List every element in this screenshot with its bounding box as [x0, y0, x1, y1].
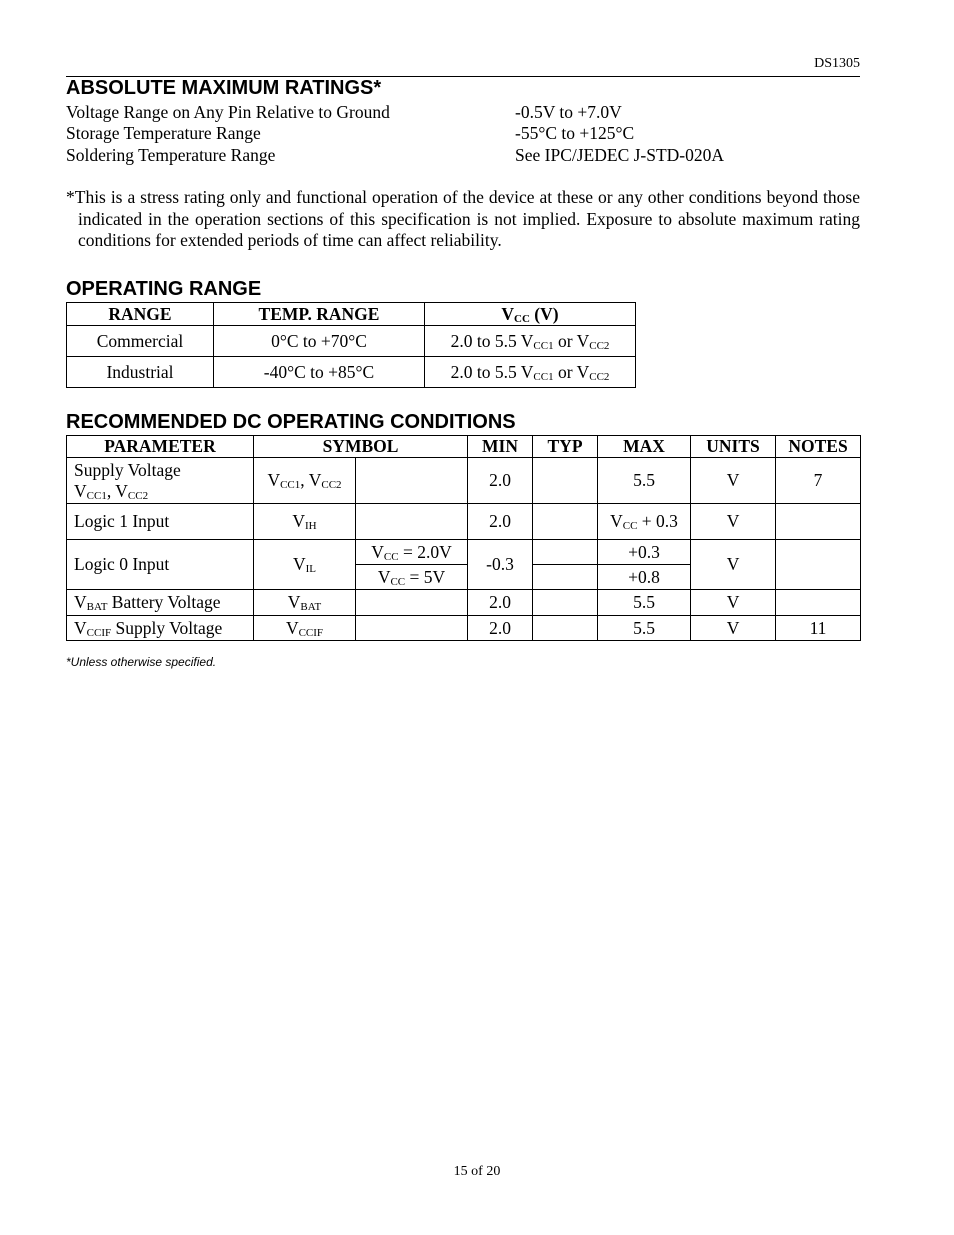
table-row — [67, 504, 861, 540]
table-row — [67, 616, 861, 641]
table-row — [67, 458, 861, 504]
header-notes: NOTES — [776, 436, 861, 458]
rating-parameter: Storage Temperature Range — [66, 123, 261, 143]
cell-typ — [533, 540, 598, 565]
table-row — [67, 590, 861, 616]
table-header-row — [67, 436, 861, 458]
cell-min: -0.3 — [468, 540, 533, 590]
header-symbol: SYMBOL — [254, 436, 468, 458]
cell-parameter: $V_{CCIF}$ Supply Voltage — [67, 616, 254, 641]
header-vcc: $V_{CC}$ (V) — [425, 303, 636, 326]
header-min: MIN — [468, 436, 533, 458]
cell-units: V — [691, 590, 776, 616]
cell-parameter: Supply Voltage $V_{CC1}$, $V_{CC2}$ — [67, 458, 254, 504]
cell-units: V — [691, 540, 776, 590]
header-units: UNITS — [691, 436, 776, 458]
cell-parameter: Logic 1 Input — [67, 504, 254, 540]
table-row — [67, 326, 636, 357]
cell-min: 2.0 — [468, 458, 533, 504]
header-max: MAX — [598, 436, 691, 458]
cell-symbol: $V_{IH}$ — [254, 504, 356, 540]
rating-parameter: Voltage Range on Any Pin Relative to Ground — [66, 102, 390, 122]
cell-symbol: $V_{IL}$ — [254, 540, 356, 590]
cell-units: V — [691, 616, 776, 641]
cell-symbol: $V_{CC1}$, $V_{CC2}$ — [254, 458, 356, 504]
cell-min: 2.0 — [468, 590, 533, 616]
cell-parameter: $V_{BAT}$ Battery Voltage — [67, 590, 254, 616]
cell-max: 5.5 — [598, 458, 691, 504]
footnote: *Unless otherwise specified. — [66, 655, 217, 669]
cell-range: Industrial — [67, 357, 214, 388]
table-row — [67, 357, 636, 388]
cell-temp: 0°C to +70°C — [214, 326, 425, 357]
header-parameter: PARAMETER — [67, 436, 254, 458]
cell-notes — [776, 540, 861, 590]
cell-condition: $V_{CC} = 2.0V$ — [356, 540, 468, 565]
cell-temp: -40°C to +85°C — [214, 357, 425, 388]
cell-range: Commercial — [67, 326, 214, 357]
rating-value: -55°C to +125°C — [515, 123, 635, 143]
cell-typ — [533, 590, 598, 616]
cell-max: 5.5 — [598, 616, 691, 641]
rating-row — [66, 144, 860, 166]
page-number: 15 of 20 — [453, 1164, 501, 1179]
table-row — [67, 540, 861, 565]
cell-max: +0.3 — [598, 540, 691, 565]
cell-units: V — [691, 504, 776, 540]
cell-notes: 7 — [776, 458, 861, 504]
cell-symbol: $V_{CCIF}$ — [254, 616, 356, 641]
cell-min: 2.0 — [468, 616, 533, 641]
rating-parameter: Soldering Temperature Range — [66, 145, 276, 165]
cell-typ — [533, 616, 598, 641]
cell-condition — [356, 458, 468, 504]
table-header-row — [67, 303, 636, 326]
cell-notes — [776, 590, 861, 616]
cell-parameter: Logic 0 Input — [67, 540, 254, 590]
rating-value: -0.5V to +7.0V — [515, 102, 622, 122]
cell-vcc: 2.0 to 5.5 $V_{CC1}$ or $V_{CC2}$ — [425, 326, 636, 357]
section-title-dc-operating-conditions: RECOMMENDED DC OPERATING CONDITIONS — [66, 411, 516, 433]
cell-vcc: 2.0 to 5.5 $V_{CC1}$ or $V_{CC2}$ — [425, 357, 636, 388]
cell-max: $V_{CC} + 0.3$ — [598, 504, 691, 540]
operating-range-table — [66, 302, 636, 388]
cell-notes: 11 — [776, 616, 861, 641]
cell-condition: $V_{CC} = 5V$ — [356, 565, 468, 590]
cell-condition — [356, 504, 468, 540]
rating-value: See IPC/JEDEC J-STD-020A — [515, 145, 725, 165]
dc-conditions-table — [66, 435, 861, 641]
cell-typ — [533, 458, 598, 504]
header-temp-range: TEMP. RANGE — [214, 303, 425, 326]
cell-condition — [356, 590, 468, 616]
rating-row — [66, 122, 860, 144]
rating-row — [66, 101, 860, 123]
stress-rating-note: *This is a stress rating only and functional operation of the device at these or any other conditions beyond those indicated in the operation sections of this specification is not implied. Exposure to absolute maximum rating conditions for extended periods of time can affect reliability. — [66, 187, 860, 250]
document-id: DS1305 — [814, 56, 860, 71]
cell-min: 2.0 — [468, 504, 533, 540]
cell-typ — [533, 504, 598, 540]
header-typ: TYP — [533, 436, 598, 458]
section-title-operating-range: OPERATING RANGE — [66, 278, 262, 300]
cell-typ — [533, 565, 598, 590]
cell-condition — [356, 616, 468, 641]
section-title-absolute-maximum-ratings: ABSOLUTE MAXIMUM RATINGS* — [66, 77, 382, 99]
cell-max: 5.5 — [598, 590, 691, 616]
cell-notes — [776, 504, 861, 540]
cell-symbol: $V_{BAT}$ — [254, 590, 356, 616]
cell-units: V — [691, 458, 776, 504]
cell-max: +0.8 — [598, 565, 691, 590]
header-range: RANGE — [67, 303, 214, 326]
